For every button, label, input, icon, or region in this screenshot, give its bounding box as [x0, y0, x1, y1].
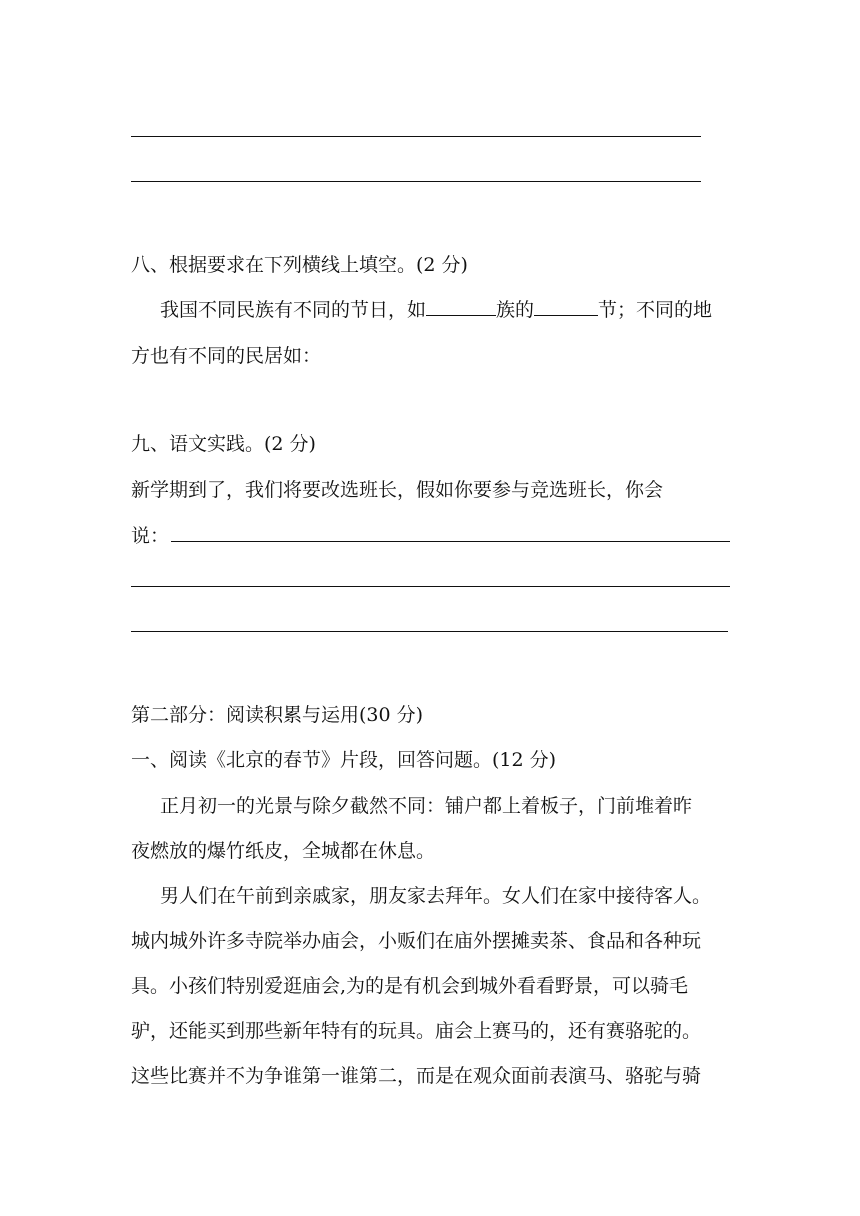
section-9-heading: 九、语文实践。(2 分)	[131, 433, 316, 455]
section-8-line-1	[160, 297, 712, 322]
fill-blank-ethnic-group[interactable]	[426, 297, 496, 316]
passage-line: 驴，还能买到那些新年特有的玩具。庙会上赛马的，还有赛骆驼的。	[131, 1020, 702, 1042]
section-8-text-a: 我国不同民族有不同的节日，如	[160, 299, 427, 321]
question-1-heading: 一、阅读《北京的春节》片段，回答问题。(12 分)	[131, 749, 557, 771]
section-8-line-2: 方也有不同的民居如：	[131, 345, 322, 367]
section-9-line-2: 说：	[131, 525, 170, 547]
passage-line: 城内城外许多寺院举办庙会，小贩们在庙外摆摊卖茶、食品和各种玩	[131, 930, 702, 952]
passage-line: 具。小孩们特别爱逛庙会,为的是有机会到城外看看野景，可以骑毛	[131, 975, 689, 997]
section-8-text-b: 族的	[496, 299, 535, 321]
fill-blank-festival[interactable]	[534, 297, 598, 316]
section-8-text-c: 节；不同的地	[598, 299, 713, 321]
section-9-line-1: 新学期到了，我们将要改选班长，假如你要参与竞选班长，你会	[131, 479, 664, 501]
passage-line: 夜燃放的爆竹纸皮，全城都在休息。	[131, 840, 436, 862]
passage-line: 正月初一的光景与除夕截然不同：铺户都上着板子，门前堆着昨	[160, 795, 693, 817]
passage-line: 这些比赛并不为争谁第一谁第二，而是在观众面前表演马、骆驼与骑	[131, 1065, 702, 1087]
part-2-heading: 第二部分：阅读积累与运用(30 分)	[131, 704, 424, 726]
passage-line: 男人们在午前到亲戚家，朋友家去拜年。女人们在家中接待客人。	[160, 885, 712, 907]
answer-line[interactable]	[131, 136, 701, 137]
answer-line[interactable]	[131, 181, 701, 182]
answer-line[interactable]	[131, 586, 730, 587]
answer-line[interactable]	[171, 541, 730, 542]
section-8-heading: 八、根据要求在下列横线上填空。(2 分)	[131, 254, 468, 276]
answer-line[interactable]	[131, 631, 728, 632]
